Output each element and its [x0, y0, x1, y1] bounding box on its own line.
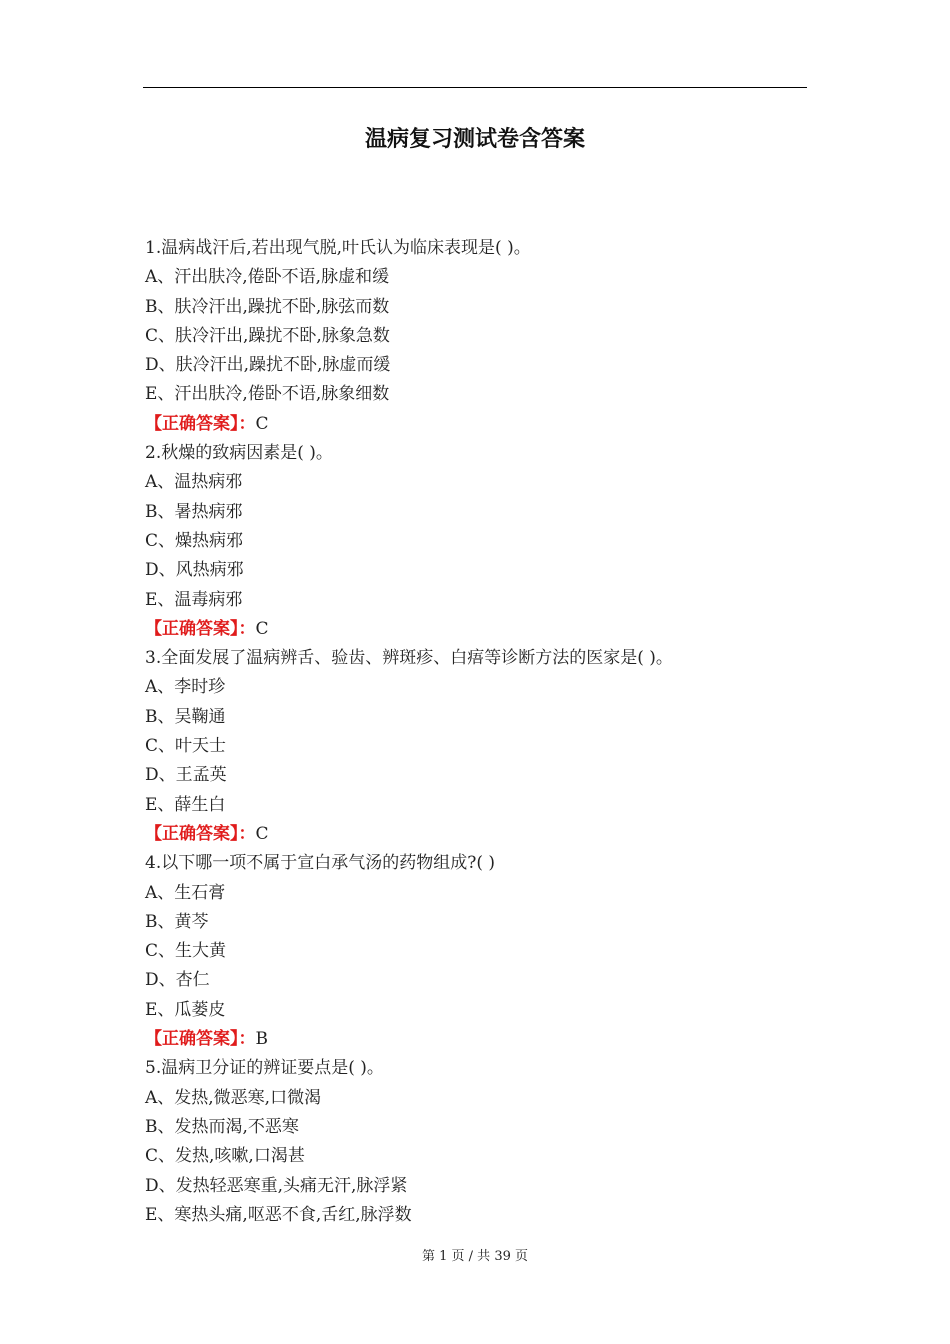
option-b: B、暑热病邪	[145, 501, 243, 522]
total-page-count: 39	[494, 1249, 511, 1264]
footer-suffix: 页	[515, 1249, 529, 1264]
option-e: E、薛生白	[145, 794, 226, 815]
option-c: C、发热,咳嗽,口渴甚	[145, 1146, 305, 1167]
question-2	[145, 439, 825, 644]
question-stem: 4.以下哪一项不属于宣白承气汤的药物组成?( )	[145, 853, 496, 874]
header-rule	[143, 87, 807, 88]
answer-label: 【正确答案】：	[145, 823, 256, 844]
question-1	[145, 234, 825, 439]
question-stem: 1.温病战汗后,若出现气脱,叶氏认为临床表现是( )。	[145, 238, 531, 258]
question-3	[145, 644, 825, 849]
option-a: A、汗出肤冷,倦卧不语,脉虚和缓	[145, 267, 390, 288]
option-e: E、温毒病邪	[145, 589, 243, 610]
answer-value: C	[255, 618, 269, 639]
answer-line	[145, 1025, 825, 1054]
document-title: 温病复习测试卷含答案	[364, 127, 585, 152]
option-b: B、发热而渴,不恶寒	[145, 1116, 299, 1137]
option-e: E、寒热头痛,呕恶不食,舌红,脉浮数	[145, 1204, 412, 1225]
option-e: E、汗出肤冷,倦卧不语,脉象细数	[145, 384, 390, 405]
answer-line	[145, 410, 825, 439]
option-c: C、叶天士	[145, 736, 227, 757]
answer-label: 【正确答案】：	[145, 618, 256, 639]
answer-line	[145, 615, 825, 644]
answer-label: 【正确答案】：	[145, 1029, 256, 1050]
question-stem: 2.秋燥的致病因素是( )。	[145, 443, 333, 464]
page-footer	[0, 1245, 950, 1264]
question-5	[145, 1054, 825, 1230]
option-b: B、肤冷汗出,躁扰不卧,脉弦而数	[145, 296, 390, 317]
option-d: D、王孟英	[145, 765, 227, 786]
option-e: E、瓜蒌皮	[145, 999, 226, 1020]
footer-prefix: 第	[421, 1249, 435, 1264]
answer-value: C	[255, 823, 269, 844]
option-b: B、吴鞠通	[145, 706, 226, 727]
option-a: A、温热病邪	[145, 472, 243, 493]
option-a: A、李时珍	[145, 677, 226, 698]
answer-line	[145, 820, 825, 849]
answer-value: C	[255, 413, 269, 434]
option-d: D、发热轻恶寒重,头痛无汗,脉浮紧	[145, 1175, 408, 1196]
option-b: B、黄芩	[145, 911, 209, 932]
question-list	[145, 234, 825, 1230]
footer-middle: 页 / 共	[451, 1249, 491, 1264]
question-stem: 5.温病卫分证的辨证要点是( )。	[145, 1058, 384, 1079]
option-c: C、肤冷汗出,躁扰不卧,脉象急数	[145, 325, 390, 346]
option-c: C、燥热病邪	[145, 530, 244, 551]
question-stem: 3.全面发展了温病辨舌、验齿、辨斑疹、白痦等诊断方法的医家是( )。	[145, 648, 673, 669]
current-page-number: 1	[439, 1249, 448, 1264]
option-a: A、发热,微恶寒,口微渴	[145, 1087, 322, 1108]
answer-label: 【正确答案】：	[145, 413, 256, 434]
option-d: D、杏仁	[145, 970, 210, 991]
answer-value: B	[255, 1029, 268, 1050]
option-c: C、生大黄	[145, 941, 227, 962]
question-4	[145, 849, 825, 1054]
option-a: A、生石膏	[145, 882, 226, 903]
option-d: D、肤冷汗出,躁扰不卧,脉虚而缓	[145, 355, 391, 376]
option-d: D、风热病邪	[145, 560, 244, 581]
